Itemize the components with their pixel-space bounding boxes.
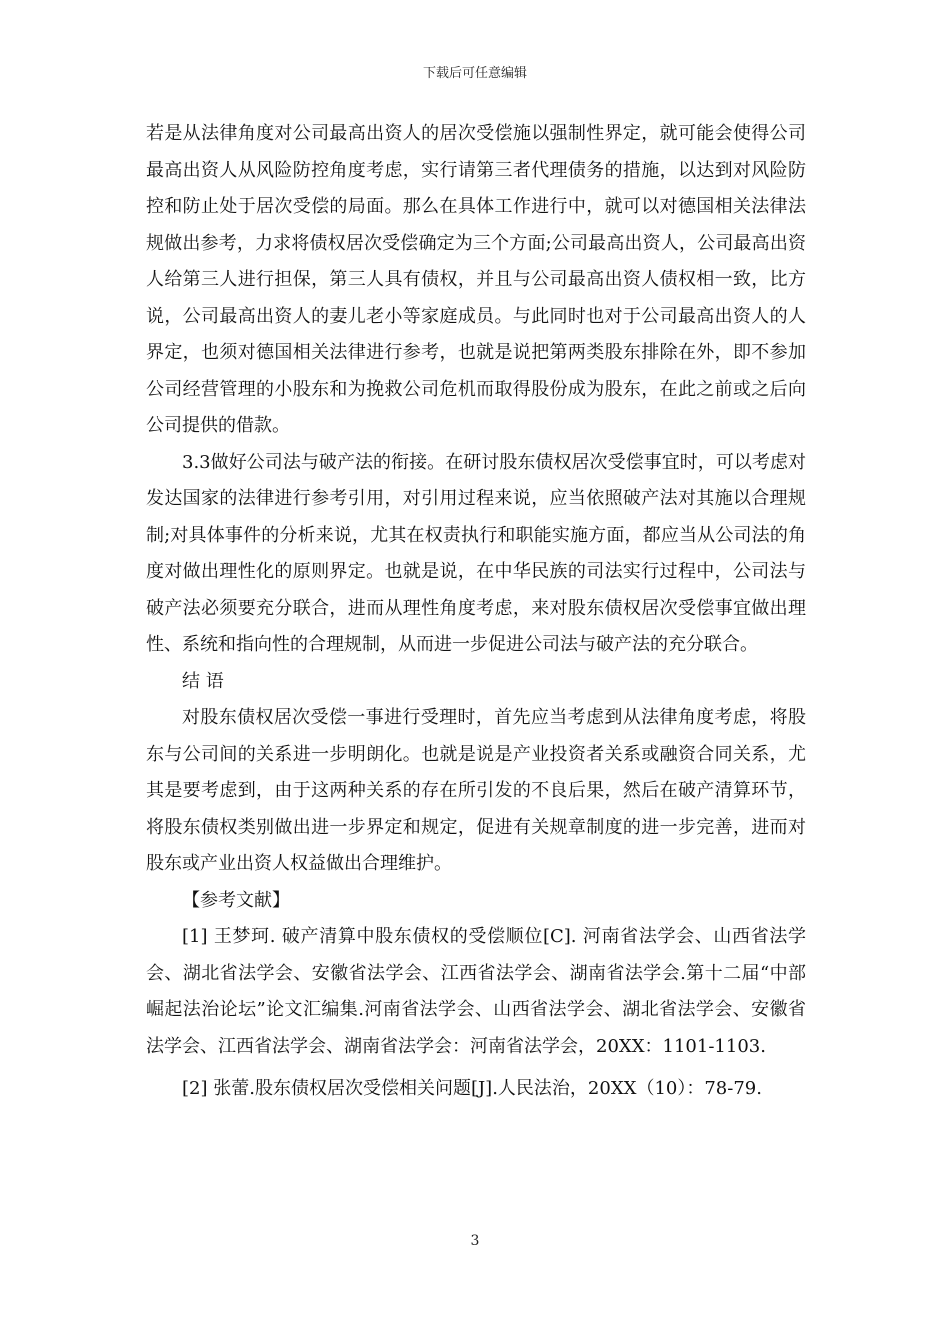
page-header: 下载后可任意编辑: [422, 66, 527, 81]
document-body: [146, 116, 806, 1108]
page-number: 3: [470, 1233, 480, 1249]
reference-item-1: [1] 王梦珂. 破产清算中股东债权的受偿顺位[C]. 河南省法学会、山西省法学会、湖北省法学会、安徽省法学会、江西省法学会、湖南省法学会.第十二届“中部崛起法治论坛”论文汇编集.河南省法学会、山西省法学会、湖北省法学会、安徽省法学会、江西省法学会、湖南省法学会：河南省法学会，20XX：1101-1103.: [146, 926, 806, 1057]
conclusion-heading: 结 语: [182, 670, 224, 692]
body-paragraph-3: 对股东债权居次受偿一事进行受理时，首先应当考虑到从法律角度考虑，将股东与公司间的关系进一步明朗化。也就是说是产业投资者关系或融资合同关系，尤其是要考虑到，由于这两种关系的存在所引发的不良后果，然后在破产清算环节，将股东债权类别做出进一步界定和规定，促进有关规章制度的进一步完善，进而对股东或产业出资人权益做出合理维护。: [146, 707, 806, 874]
body-paragraph-2: 3.3做好公司法与破产法的衔接。在研讨股东债权居次受偿事宜时，可以考虑对发达国家的法律进行参考引用，对引用过程来说，应当依照破产法对其施以合理规制;对具体事件的分析来说，尤其在权责执行和职能实施方面，都应当从公司法的角度对做出理性化的原则界定。也就是说，在中华民族的司法实行过程中，公司法与破产法必须要充分联合，进而从理性角度考虑，来对股东债权居次受偿事宜做出理性、系统和指向性的合理规制，从而进一步促进公司法与破产法的充分联合。: [146, 451, 806, 655]
references-heading: 【参考文献】: [182, 889, 290, 911]
reference-item-2: [2] 张蕾.股东债权居次受偿相关问题[J].人民法治，20XX（10）：78-79.: [182, 1078, 762, 1099]
body-paragraph-1: 若是从法律角度对公司最高出资人的居次受偿施以强制性界定，就可能会使得公司最高出资人从风险防控角度考虑，实行请第三者代理债务的措施，以达到对风险防控和防止处于居次受偿的局面。那么在具体工作进行中，就可以对德国相关法律法规做出参考，力求将债权居次受偿确定为三个方面;公司最高出资人，公司最高出资人给第三人进行担保，第三人具有债权，并且与公司最高出资人债权相一致，比方说，公司最高出资人的妻儿老小等家庭成员。与此同时也对于公司最高出资人的人界定，也须对德国相关法律进行参考，也就是说把第两类股东排除在外，即不参加公司经营管理的小股东和为挽救公司危机而取得股份成为股东，在此之前或之后向公司提供的借款。: [146, 123, 806, 436]
